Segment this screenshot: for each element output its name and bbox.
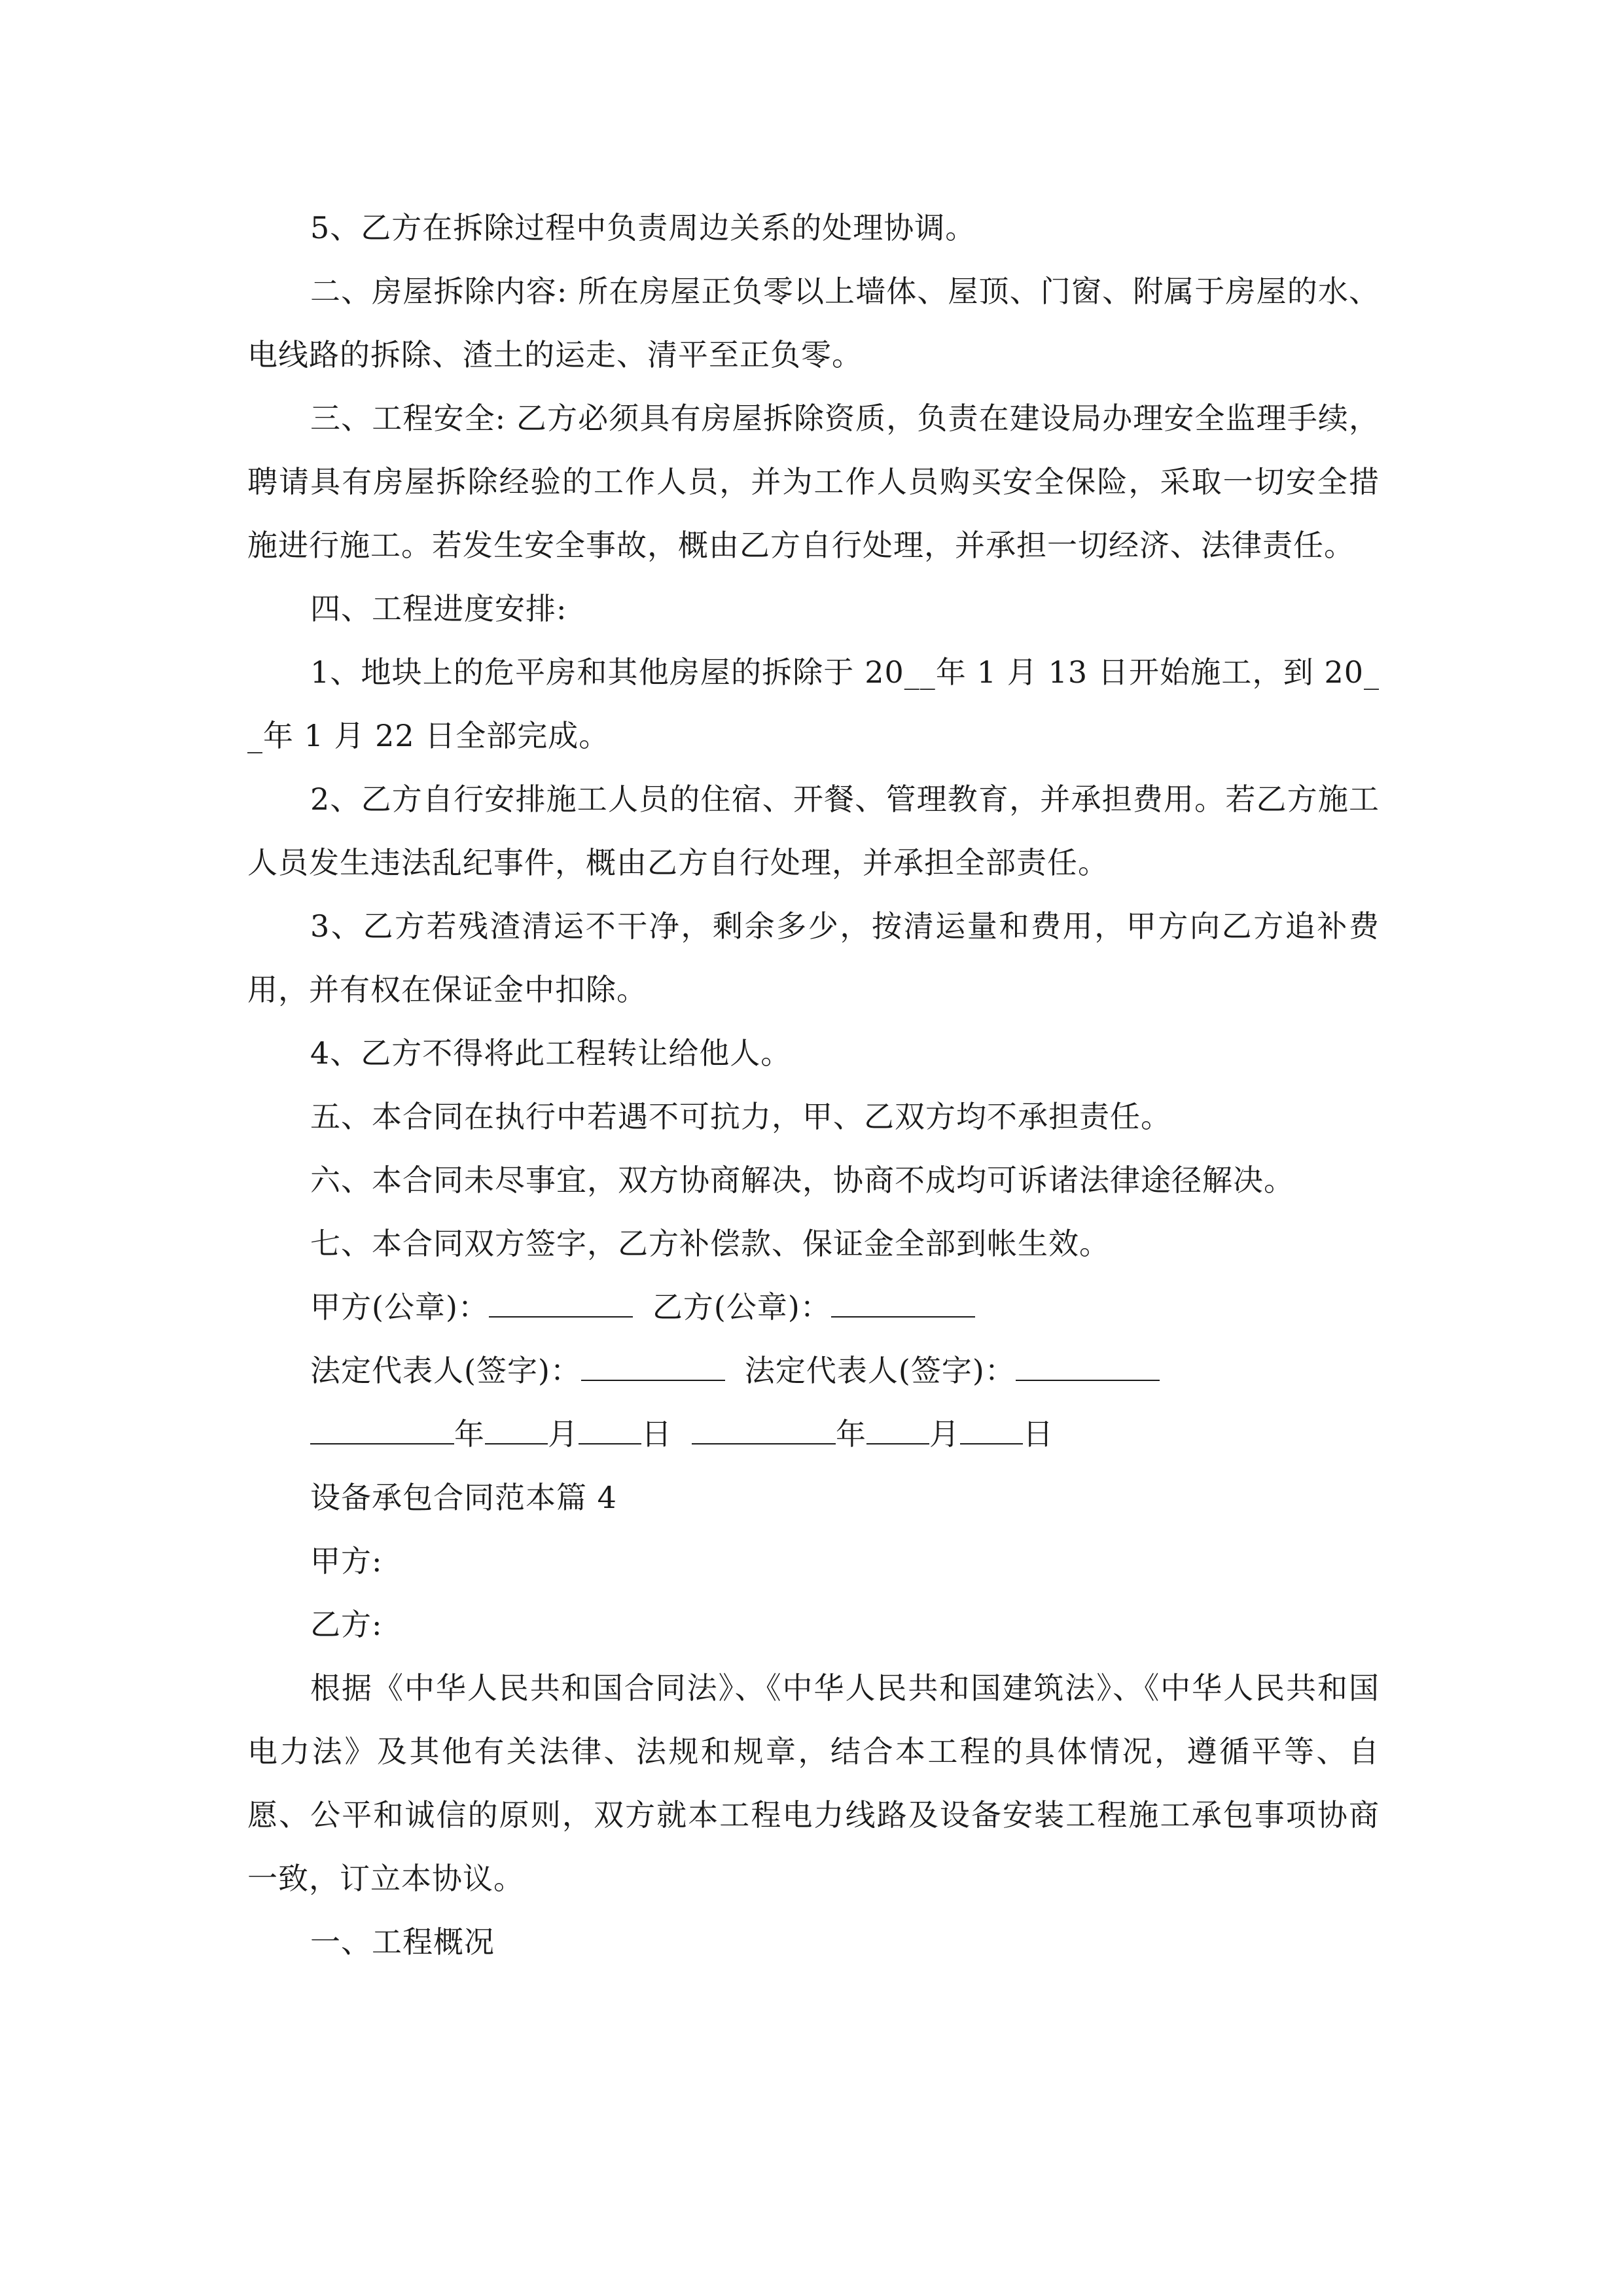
section4-title: 设备承包合同范本篇 4 <box>310 1480 617 1515</box>
party-b-seal-label: 乙方(公章)： <box>652 1289 831 1325</box>
paragraph-schedule-3: 3、乙方若残渣清运不干净，剩余多少，按清运量和费用，甲方向乙方追补费用，并有权在保证金中扣除。 <box>247 908 1380 1007</box>
section4-party-b: 乙方: <box>310 1607 383 1642</box>
paragraph-schedule-4: 4、乙方不得将此工程转让给他人。 <box>310 1035 792 1071</box>
section4-heading-overview: 一、工程概况 <box>310 1924 495 1960</box>
paragraph-schedule-1: 1、地块上的危平房和其他房屋的拆除于 20__年 1 月 13 日开始施工，到 20__年 1 月 22 日全部完成。 <box>247 655 1380 753</box>
signature-rep-line <box>247 1339 1380 1403</box>
date-b-day-blank <box>960 1417 1023 1444</box>
party-a-seal-blank <box>489 1290 633 1318</box>
paragraph-effective: 七、本合同双方签字，乙方补偿款、保证金全部到帐生效。 <box>310 1226 1110 1261</box>
rep-b-label: 法定代表人(签字)： <box>744 1353 1016 1388</box>
section4-party-a: 甲方: <box>310 1543 383 1579</box>
date-b-year-blank <box>692 1417 836 1444</box>
date-a-month-blank <box>485 1417 548 1444</box>
paragraph-demolition-content: 二、房屋拆除内容: 所在房屋正负零以上墙体、屋顶、门窗、附属于房屋的水、电线路的拆除、渣土的运走、清平至正负零。 <box>247 274 1380 372</box>
rep-a-blank <box>581 1354 725 1381</box>
date-b-day: 日 <box>1023 1416 1054 1452</box>
date-b-month-blank <box>866 1417 929 1444</box>
signature-seal-line <box>247 1276 1380 1339</box>
date-b-year: 年 <box>836 1416 866 1452</box>
paragraph-schedule-heading: 四、工程进度安排: <box>310 591 567 626</box>
paragraph-unresolved-matters: 六、本合同未尽事宜，双方协商解决，协商不成均可诉诸法律途径解决。 <box>310 1162 1294 1198</box>
signature-date-line <box>247 1403 1380 1466</box>
date-a-day-blank <box>579 1417 641 1444</box>
paragraph-force-majeure: 五、本合同在执行中若遇不可抗力，甲、乙双方均不承担责任。 <box>310 1099 1171 1134</box>
rep-a-label: 法定代表人(签字)： <box>310 1353 581 1388</box>
date-a-month: 月 <box>548 1416 579 1452</box>
paragraph-clause-5: 5、乙方在拆除过程中负责周边关系的处理协调。 <box>310 210 976 245</box>
date-a-year-blank <box>310 1417 454 1444</box>
date-a-day: 日 <box>641 1416 672 1452</box>
date-a-year: 年 <box>454 1416 485 1452</box>
paragraph-schedule-2: 2、乙方自行安排施工人员的住宿、开餐、管理教育，并承担费用。若乙方施工人员发生违法乱纪事件，概由乙方自行处理，并承担全部责任。 <box>247 781 1380 880</box>
rep-b-blank <box>1016 1354 1160 1381</box>
date-b-month: 月 <box>929 1416 960 1452</box>
document-body <box>247 196 1380 1974</box>
section4-intro: 根据《中华人民共和国合同法》、《中华人民共和国建筑法》、《中华人民共和国电力法》及其他有关法律、法规和规章，结合本工程的具体情况，遵循平等、自愿、公平和诚信的原则，双方就本工程电力线路及设备安装工程施工承包事项协商一致，订立本协议。 <box>247 1670 1380 1896</box>
party-b-seal-blank <box>831 1290 975 1318</box>
paragraph-safety: 三、工程安全: 乙方必须具有房屋拆除资质，负责在建设局办理安全监理手续，聘请具有房屋拆除经验的工作人员，并为工作人员购买安全保险，采取一切安全措施进行施工。若发生安全事故，概由乙方自行处理，并承担一切经济、法律责任。 <box>247 401 1380 563</box>
party-a-seal-label: 甲方(公章)： <box>310 1289 489 1325</box>
